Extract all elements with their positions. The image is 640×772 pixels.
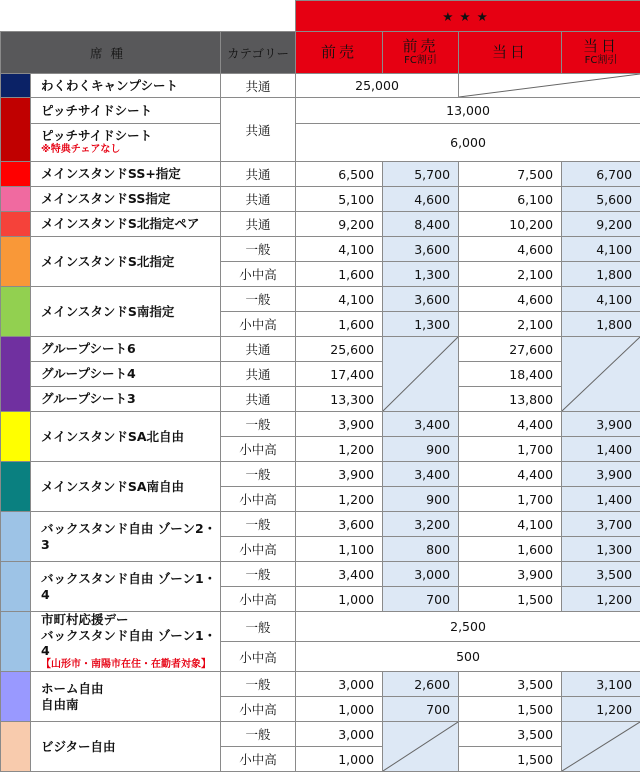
seat-name: グループシート6 — [31, 337, 221, 362]
price-presale: 4,100 — [296, 287, 383, 312]
price-dayof-fc: 9,200 — [562, 212, 640, 237]
color-swatch — [1, 187, 31, 212]
category: 小中高 — [221, 487, 296, 512]
seat-name-block — [31, 612, 221, 672]
row-visitor-general — [1, 722, 640, 747]
seat-name: メインスタンドSS+指定 — [31, 162, 221, 187]
price-dayof: 3,500 — [459, 722, 562, 747]
price-presale: 1,000 — [296, 697, 383, 722]
seat-name-line1: ホーム自由 — [41, 681, 220, 697]
row-s-north-pair — [1, 212, 640, 237]
price-presale-fc: 900 — [383, 487, 459, 512]
diagonal-slash — [383, 337, 458, 411]
category: 一般 — [221, 237, 296, 262]
seat-name: メインスタンドSS指定 — [31, 187, 221, 212]
price-presale: 1,600 — [296, 262, 383, 287]
seat-type-header: 席種 — [1, 32, 221, 74]
category: 一般 — [221, 462, 296, 487]
price-presale: 1,000 — [296, 587, 383, 612]
price-dayof: 1,500 — [459, 697, 562, 722]
col-dayof-fc-header — [562, 32, 640, 74]
category: 小中高 — [221, 537, 296, 562]
price-dayof: 3,500 — [459, 672, 562, 697]
row-home-general — [1, 672, 640, 697]
color-swatch — [1, 562, 31, 612]
color-swatch — [1, 672, 31, 722]
price-dayof-fc: 1,800 — [562, 312, 640, 337]
top-left-blank — [1, 1, 296, 32]
price-presale: 3,000 — [296, 672, 383, 697]
seat-name: バックスタンド自由 ゾーン2・3 — [31, 512, 221, 562]
price-dayof-fc: 1,300 — [562, 537, 640, 562]
price-presale: 4,100 — [296, 237, 383, 262]
row-city-day-general — [1, 612, 640, 642]
price-dayof-fc: 3,100 — [562, 672, 640, 697]
col-dayof-fc-sub: FC割引 — [562, 55, 640, 67]
row-ss-plus — [1, 162, 640, 187]
color-swatch — [1, 74, 31, 98]
row-sa-north-general — [1, 412, 640, 437]
price-dayof-fc: 3,700 — [562, 512, 640, 537]
row-back-14-general — [1, 562, 640, 587]
row-wakuwaku — [1, 74, 640, 98]
color-swatch — [1, 162, 31, 187]
price-presale: 3,000 — [296, 722, 383, 747]
category: 小中高 — [221, 642, 296, 672]
price-presale: 3,900 — [296, 412, 383, 437]
price-dayof: 4,100 — [459, 512, 562, 537]
price-presale: 17,400 — [296, 362, 383, 387]
seat-name-block — [31, 672, 221, 722]
price-presale-fc: 3,600 — [383, 237, 459, 262]
price-presale: 6,500 — [296, 162, 383, 187]
not-available-cell — [459, 74, 640, 98]
seat-name: ピッチサイドシート — [31, 98, 221, 124]
not-available-cell — [383, 337, 459, 412]
price-dayof: 1,500 — [459, 587, 562, 612]
seat-name: メインスタンドSA南自由 — [31, 462, 221, 512]
row-group-4 — [1, 362, 640, 387]
price-dayof-fc: 1,400 — [562, 487, 640, 512]
price-presale-fc: 700 — [383, 697, 459, 722]
not-available-cell — [383, 722, 459, 772]
price-presale-fc: 5,700 — [383, 162, 459, 187]
seat-name: メインスタンドS北指定 — [31, 237, 221, 287]
price-presale: 3,400 — [296, 562, 383, 587]
row-group-3 — [1, 387, 640, 412]
col-dayof-header — [459, 32, 562, 74]
color-swatch — [1, 412, 31, 462]
seat-name-with-note — [31, 124, 221, 162]
diagonal-slash — [459, 74, 640, 97]
price-presale: 9,200 — [296, 212, 383, 237]
category: 一般 — [221, 512, 296, 537]
price-presale: 13,300 — [296, 387, 383, 412]
category: 小中高 — [221, 697, 296, 722]
price-dayof: 6,100 — [459, 187, 562, 212]
category: 共通 — [221, 362, 296, 387]
category: 共通 — [221, 337, 296, 362]
price-presale-merged: 25,000 — [296, 74, 459, 98]
category: 一般 — [221, 612, 296, 642]
col-presale-fc-header — [383, 32, 459, 74]
price-dayof-fc: 6,700 — [562, 162, 640, 187]
price-presale-fc: 1,300 — [383, 262, 459, 287]
price-dayof-fc: 4,100 — [562, 237, 640, 262]
price-dayof: 4,600 — [459, 237, 562, 262]
price-presale-fc: 3,400 — [383, 412, 459, 437]
price-dayof-fc: 4,100 — [562, 287, 640, 312]
price-dayof: 3,900 — [459, 562, 562, 587]
price-presale-fc: 2,600 — [383, 672, 459, 697]
price-dayof: 4,400 — [459, 462, 562, 487]
seat-name-line2: 自由南 — [41, 697, 220, 713]
col-dayof-fc-label: 当日 — [562, 38, 640, 55]
price-presale-fc: 1,300 — [383, 312, 459, 337]
category: 小中高 — [221, 312, 296, 337]
price-presale: 1,100 — [296, 537, 383, 562]
color-swatch — [1, 722, 31, 772]
price-dayof: 27,600 — [459, 337, 562, 362]
price-presale: 3,600 — [296, 512, 383, 537]
col-presale-label: 前売 — [296, 44, 382, 61]
price-dayof-fc: 5,600 — [562, 187, 640, 212]
price-dayof: 1,700 — [459, 487, 562, 512]
category: 共通 — [221, 212, 296, 237]
seat-name: メインスタンドS北指定ペア — [31, 212, 221, 237]
color-swatch — [1, 212, 31, 237]
category: 共通 — [221, 187, 296, 212]
price-presale-fc: 3,600 — [383, 287, 459, 312]
category: 小中高 — [221, 747, 296, 772]
price-dayof: 1,500 — [459, 747, 562, 772]
price-dayof-fc: 1,200 — [562, 587, 640, 612]
price-presale: 5,100 — [296, 187, 383, 212]
price-dayof: 4,600 — [459, 287, 562, 312]
price-dayof-fc: 1,200 — [562, 697, 640, 722]
price-presale: 1,600 — [296, 312, 383, 337]
row-s-north-general — [1, 237, 640, 262]
category: 共通 — [221, 162, 296, 187]
price-presale: 1,200 — [296, 437, 383, 462]
price-dayof-fc: 3,900 — [562, 412, 640, 437]
star-rating-header: ★★★ — [296, 1, 640, 32]
seat-name: グループシート4 — [31, 362, 221, 387]
seat-name: グループシート3 — [31, 387, 221, 412]
category: 小中高 — [221, 262, 296, 287]
price-presale-fc: 900 — [383, 437, 459, 462]
price-presale-fc: 700 — [383, 587, 459, 612]
seat-name: ビジター自由 — [31, 722, 221, 772]
seat-name: ピッチサイドシート — [41, 128, 220, 144]
category: 共通 — [221, 387, 296, 412]
price-dayof: 10,200 — [459, 212, 562, 237]
price-dayof: 2,100 — [459, 312, 562, 337]
price-presale-fc: 4,600 — [383, 187, 459, 212]
row-pitch-side-no-chair — [1, 124, 640, 162]
color-swatch — [1, 287, 31, 337]
price-presale-fc: 8,400 — [383, 212, 459, 237]
row-ss — [1, 187, 640, 212]
row-sa-south-general — [1, 462, 640, 487]
col-presale-fc-label: 前売 — [383, 38, 458, 55]
row-back-23-general — [1, 512, 640, 537]
not-available-cell — [562, 337, 640, 412]
seat-name: メインスタンドS南指定 — [31, 287, 221, 337]
price-all: 500 — [296, 642, 640, 672]
category-header: カテゴリー — [221, 32, 296, 74]
col-dayof-label: 当日 — [459, 44, 561, 61]
price-dayof: 2,100 — [459, 262, 562, 287]
color-swatch — [1, 337, 31, 412]
price-dayof: 7,500 — [459, 162, 562, 187]
price-dayof-fc: 1,800 — [562, 262, 640, 287]
seat-name: わくわくキャンプシート — [31, 74, 221, 98]
price-presale: 25,600 — [296, 337, 383, 362]
category: 一般 — [221, 562, 296, 587]
price-presale: 1,200 — [296, 487, 383, 512]
diagonal-slash — [562, 337, 640, 411]
color-swatch — [1, 98, 31, 162]
row-s-south-general — [1, 287, 640, 312]
price-dayof: 18,400 — [459, 362, 562, 387]
price-all: 2,500 — [296, 612, 640, 642]
seat-name: メインスタンドSA北自由 — [31, 412, 221, 462]
price-presale: 1,000 — [296, 747, 383, 772]
color-swatch — [1, 512, 31, 562]
col-presale-header — [296, 32, 383, 74]
color-swatch — [1, 612, 31, 672]
category: 一般 — [221, 287, 296, 312]
diagonal-slash — [562, 722, 640, 771]
category: 小中高 — [221, 587, 296, 612]
category: 小中高 — [221, 437, 296, 462]
not-available-cell — [562, 722, 640, 772]
seat-name-line2: バックスタンド自由 ゾーン1・4 — [41, 628, 220, 659]
price-presale: 3,900 — [296, 462, 383, 487]
category: 一般 — [221, 672, 296, 697]
seat-name-line1: 市町村応援デー — [41, 612, 220, 628]
category: 共通 — [221, 98, 296, 162]
seat-name: バックスタンド自由 ゾーン1・4 — [31, 562, 221, 612]
color-swatch — [1, 462, 31, 512]
row-pitch-side — [1, 98, 640, 124]
diagonal-slash — [383, 722, 458, 771]
price-presale-fc: 3,200 — [383, 512, 459, 537]
color-swatch — [1, 237, 31, 287]
price-dayof-fc: 3,500 — [562, 562, 640, 587]
seat-note: ※特典チェアなし — [41, 144, 220, 157]
price-presale-fc: 3,000 — [383, 562, 459, 587]
price-presale-fc: 800 — [383, 537, 459, 562]
price-dayof-fc: 3,900 — [562, 462, 640, 487]
category: 共通 — [221, 74, 296, 98]
price-all: 6,000 — [296, 124, 640, 162]
price-dayof: 13,800 — [459, 387, 562, 412]
row-group-6 — [1, 337, 640, 362]
price-all: 13,000 — [296, 98, 640, 124]
price-dayof: 1,600 — [459, 537, 562, 562]
price-dayof: 1,700 — [459, 437, 562, 462]
price-dayof-fc: 1,400 — [562, 437, 640, 462]
seat-note: 【山形市・南陽市在住・在勤者対象】 — [41, 659, 220, 672]
price-presale-fc: 3,400 — [383, 462, 459, 487]
category: 一般 — [221, 412, 296, 437]
col-presale-fc-sub: FC割引 — [383, 55, 458, 67]
price-dayof: 4,400 — [459, 412, 562, 437]
category: 一般 — [221, 722, 296, 747]
